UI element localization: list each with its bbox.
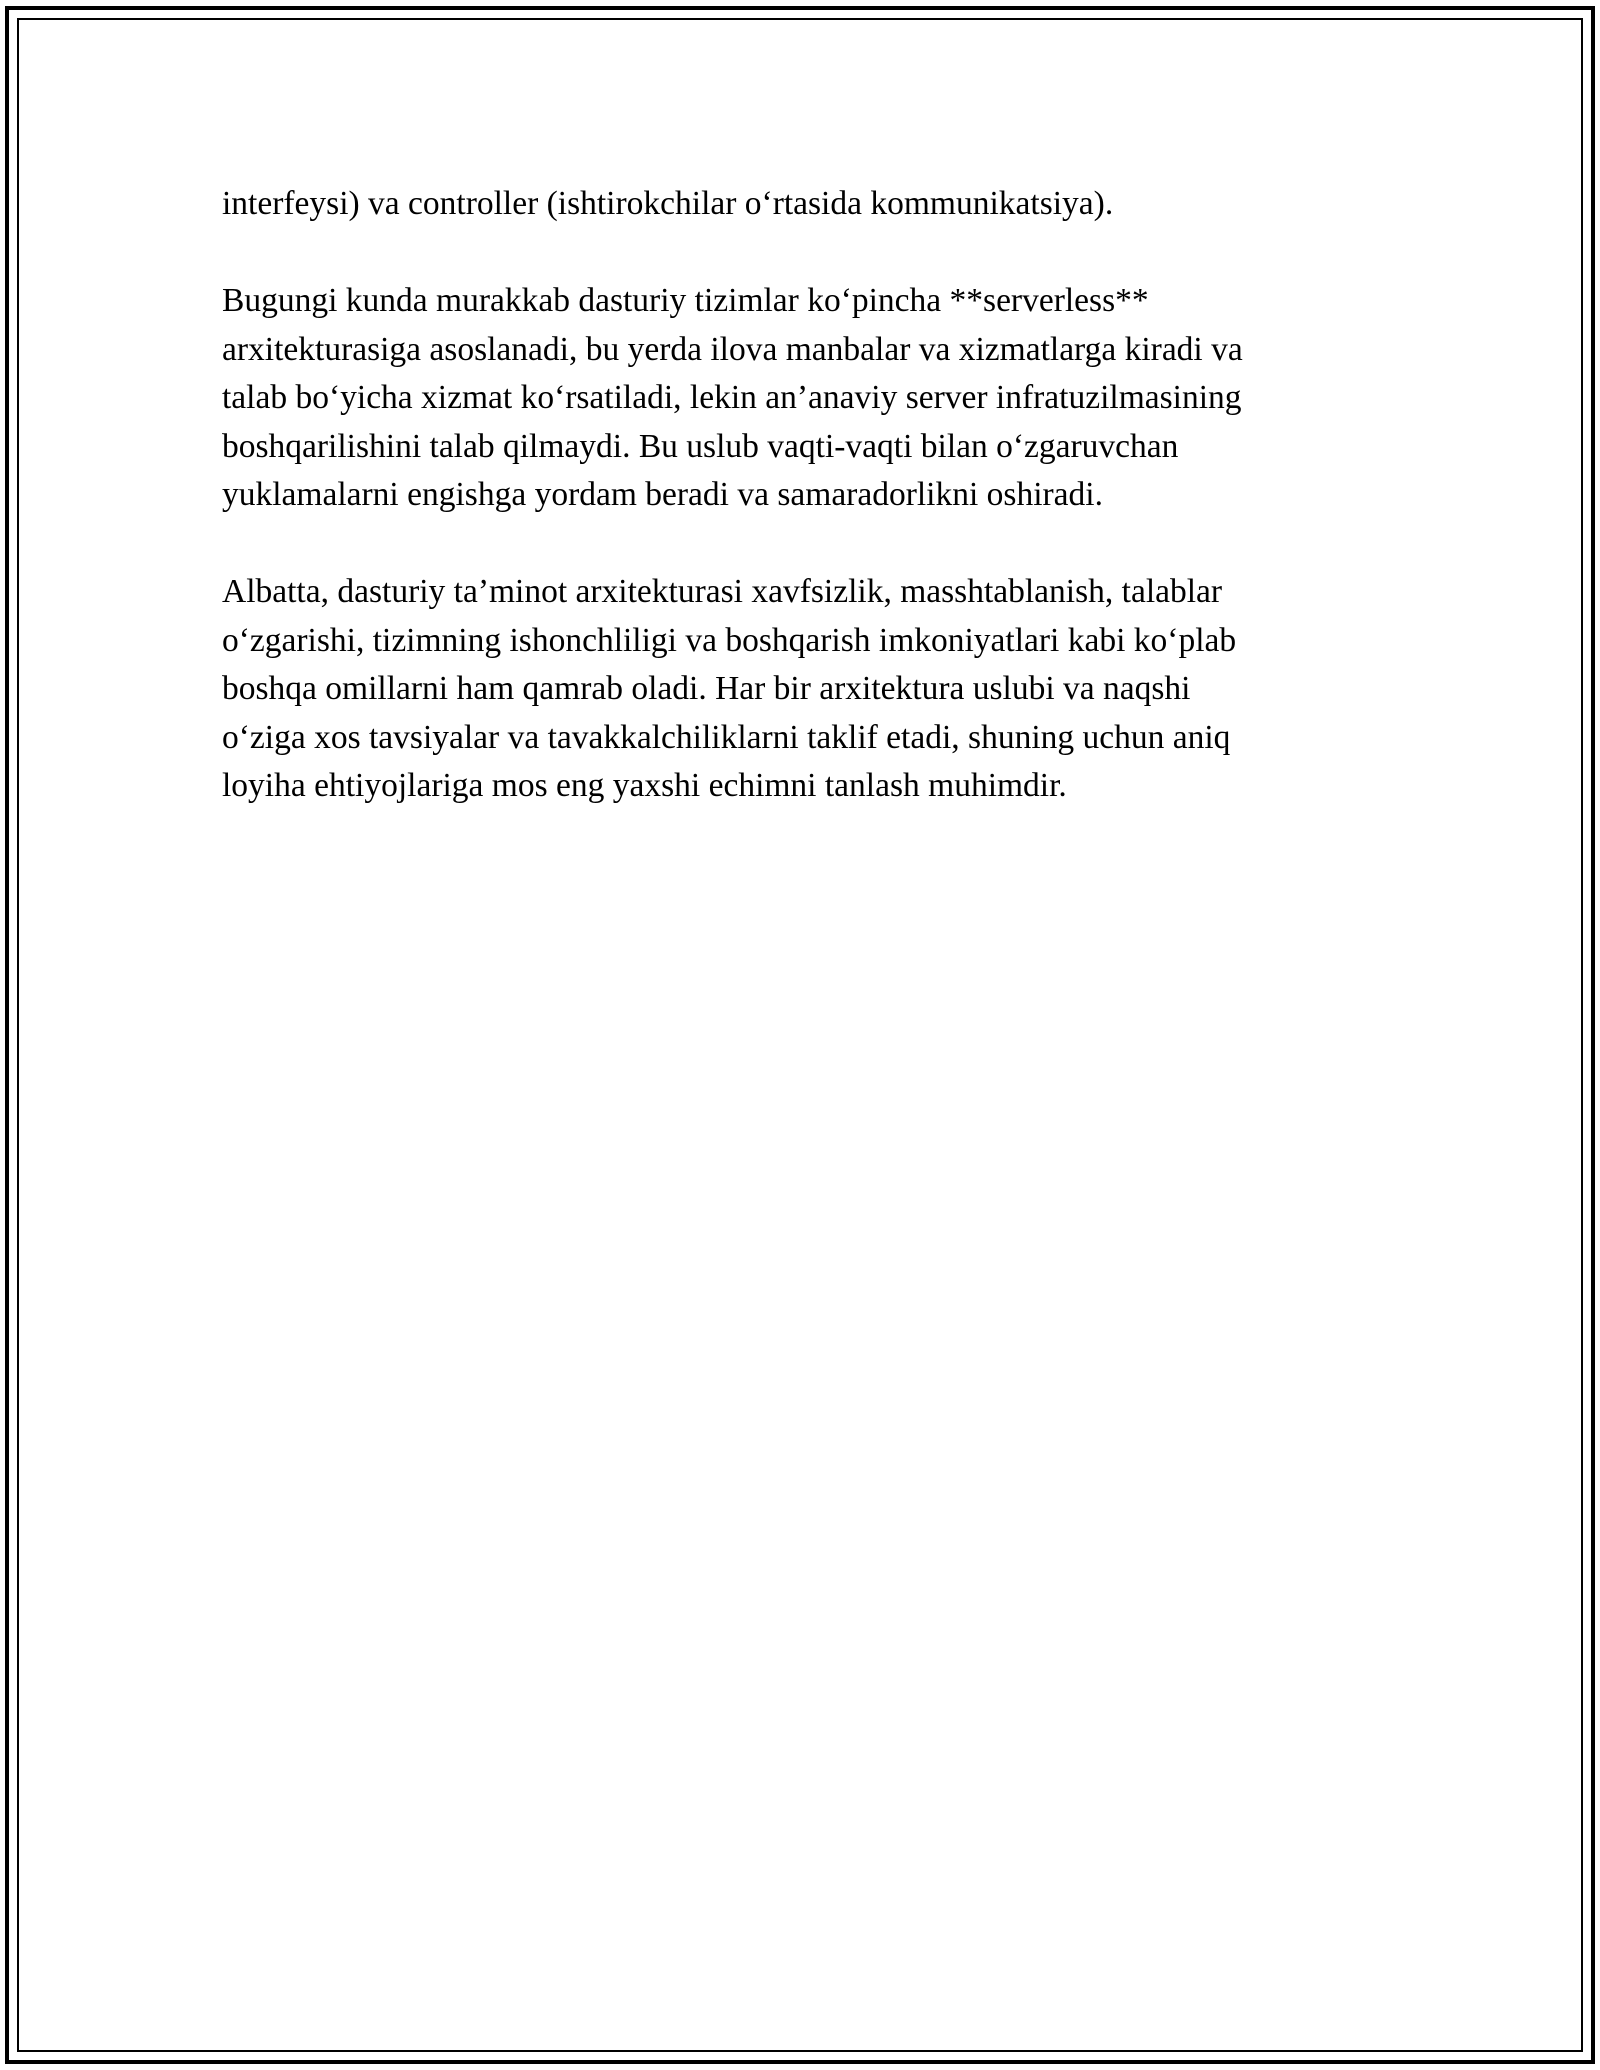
- text-line: o‘zgarishi, tizimning ishonchliligi va boshqarish imkoniyatlari kabi ko‘plab: [222, 621, 1237, 659]
- text-line: loyiha ehtiyojlariga mos eng yaxshi echimni tanlash muhimdir.: [222, 767, 1067, 804]
- text-line: Bugungi kunda murakkab dasturiy tizimlar ko‘pincha **serverless**: [222, 282, 1149, 319]
- text-line: interfeysi) va controller (ishtirokchilar o‘rtasida kommunikatsiya).: [222, 185, 1114, 222]
- text-line: arxitekturasiga asoslanadi, bu yerda ilova manbalar va xizmatlarga kiradi va: [222, 330, 1243, 368]
- text-line: boshqarilishini talab qilmaydi. Bu uslub vaqti-vaqti bilan o‘zgaruvchan: [222, 427, 1179, 465]
- text-line: Albatta, dasturiy ta’minot arxitekturasi xavfsizlik, masshtablanish, talablar: [222, 573, 1223, 610]
- paragraph-1: [222, 180, 1372, 229]
- paragraph-2: [222, 277, 1372, 520]
- paragraph-3: [222, 568, 1372, 811]
- document-body: [222, 180, 1372, 859]
- text-line: talab bo‘yicha xizmat ko‘rsatiladi, lekin an’anaviy server infratuzilmasining: [222, 379, 1242, 416]
- text-line: o‘ziga xos tavsiyalar va tavakkalchiliklarni taklif etadi, shuning uchun aniq: [222, 718, 1231, 756]
- text-line: yuklamalarni engishga yordam beradi va samaradorlikni oshiradi.: [222, 476, 1103, 513]
- text-line: boshqa omillarni ham qamrab oladi. Har bir arxitektura uslubi va naqshi: [222, 670, 1191, 707]
